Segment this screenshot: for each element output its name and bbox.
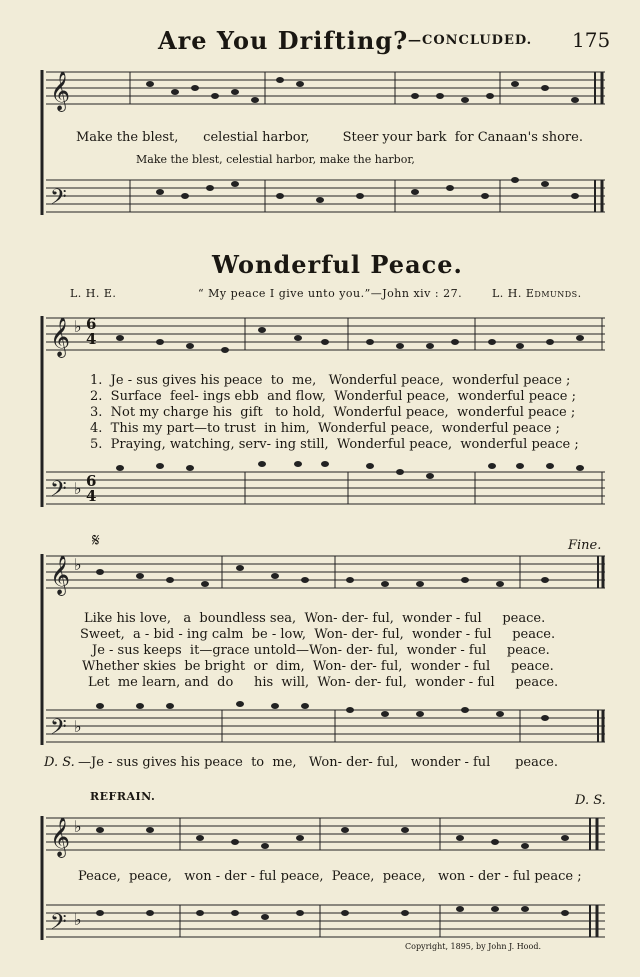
- verse-1: 1. Je - sus gives his peace to me, Wonderful peace, wonderful peace ;: [90, 373, 571, 388]
- svg-text:♭: ♭: [74, 479, 82, 498]
- time-sig-top: 6: [86, 315, 97, 333]
- fine-label: Fine.: [568, 538, 602, 553]
- hymn-title: Wonderful Peace.: [212, 250, 463, 279]
- ds-label-left: D. S.: [44, 755, 75, 770]
- system2-bass-staff: [46, 472, 605, 504]
- svg-text:𝄞: 𝄞: [50, 817, 71, 857]
- svg-text:♭: ♭: [74, 317, 82, 336]
- verse-3: 3. Not my charge his gift to hold, Wonderful peace, wonderful peace ;: [90, 405, 576, 420]
- refrain-line-4: Whether skies be bright or dim, Won- der- ful, wonder - ful peace.: [82, 659, 554, 674]
- svg-text:♭: ♭: [74, 817, 82, 836]
- svg-text:𝄢: 𝄢: [50, 477, 67, 507]
- refrain-lyric: Peace, peace, won - der - ful peace, Peace, peace, won - der - ful peace ;: [78, 869, 582, 884]
- section1-lyric: Make the blest, celestial harbor, Steer your bark for Canaan's shore.: [76, 130, 583, 145]
- time-signature-bass: [86, 474, 96, 504]
- composer: L. H. Edmunds.: [492, 287, 582, 300]
- ds-label-right: D. S.: [575, 793, 606, 808]
- page-number: 175: [572, 28, 611, 52]
- refrain-line-5: Let me learn, and do his will, Won- der- ful, wonder - ful peace.: [88, 675, 559, 690]
- svg-text:𝄢: 𝄢: [50, 910, 67, 940]
- svg-text:𝄞: 𝄞: [50, 71, 71, 111]
- section1-alt-lyric: Make the blest, celestial harbor, make the harbor,: [136, 153, 415, 166]
- system3-treble-staff: [46, 556, 605, 588]
- refrain-line-2: Sweet, a - bid - ing calm be - low, Won- der- ful, wonder - ful peace.: [80, 627, 556, 642]
- concluded-label: —CONCLUDED.: [408, 33, 533, 48]
- ds-lyric-line: —Je - sus gives his peace to me, Won- der- ful, wonder - ful peace.: [78, 755, 558, 770]
- refrain-line-3: Je - sus keeps it—grace untold—Won- der- ful, wonder - ful peace.: [92, 643, 550, 658]
- copyright-notice: Copyright, 1895, by John J. Hood.: [405, 942, 541, 951]
- scripture-reference: “ My peace I give unto you.”—John xiv : 27.: [198, 287, 463, 300]
- verse-4: 4. This my part—to trust in him, Wonderful peace, wonderful peace ;: [90, 421, 560, 436]
- svg-text:𝄞: 𝄞: [50, 317, 71, 357]
- svg-text:𝄢: 𝄢: [50, 715, 67, 745]
- system3-bass-staff: [46, 710, 605, 742]
- refrain-label: REFRAIN.: [90, 790, 156, 803]
- author: L. H. E.: [70, 287, 117, 300]
- svg-text:♭: ♭: [74, 555, 82, 574]
- svg-text:♭: ♭: [74, 717, 82, 736]
- svg-text:𝄢: 𝄢: [50, 185, 67, 215]
- refrain-line-1: Like his love, a boundless sea, Won- der- ful, wonder - ful peace.: [84, 611, 546, 626]
- svg-text:♭: ♭: [74, 910, 82, 929]
- segno-sign: 𝄋: [92, 530, 100, 551]
- time-sig-top: 6: [86, 472, 97, 490]
- verse-2: 2. Surface feel- ings ebb and flow, Wonderful peace, wonderful peace ;: [90, 389, 576, 404]
- verse-5: 5. Praying, watching, serv- ing still, Wonderful peace, wonderful peace ;: [90, 437, 579, 452]
- previous-hymn-title: Are You Drifting?: [158, 26, 409, 55]
- time-sig-bottom: 4: [86, 487, 97, 505]
- svg-text:𝄞: 𝄞: [50, 555, 71, 595]
- time-sig-bottom: 4: [86, 330, 97, 348]
- time-signature-treble: [86, 317, 96, 347]
